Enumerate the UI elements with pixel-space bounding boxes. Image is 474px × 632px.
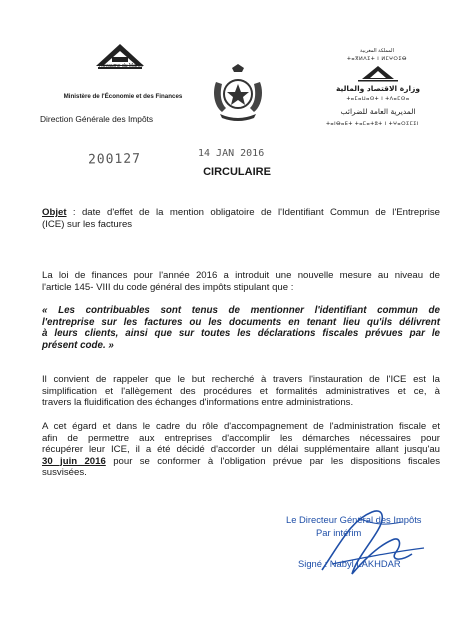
- quote-line-1: « Les contribuables sont tenus de mentionner l'identifiant commun de: [42, 305, 440, 316]
- paragraph-3-line-4: pour se conformer à l'obligation prévue par les dispositions fiscales: [113, 455, 440, 467]
- ministry-name-ar: وزارة الاقتصاد والمالية: [335, 84, 421, 93]
- quote-line-3: à leurs clients, ainsi que sur toutes les déclarations fiscales prévues par le: [42, 328, 440, 339]
- paragraph-1-line-2: l'article 145- VIII du code général des impôts stipulant que :: [42, 281, 294, 293]
- handwritten-signature: [312, 500, 432, 584]
- paragraph-3-line-1: A cet égard et dans le cadre du rôle d'accompagnement de l'administration fiscale et: [42, 421, 440, 432]
- document-title: CIRCULAIRE: [203, 166, 271, 178]
- ministry-logo-right: [348, 65, 408, 83]
- object-line-1: : date d'effet de la mention obligatoire de l'Identifiant Commun de l'Entreprise: [72, 207, 440, 218]
- paragraph-finance-law: [42, 270, 440, 293]
- registration-number-stamp: 200127: [87, 151, 142, 168]
- signature-signed-by: Signé : Nabyl LAKHDAR: [298, 558, 401, 569]
- kingdom-label-tifinagh: ⵜⴰⴳⵍⴷⵉⵜ ⵏ ⵍⵎⵖⵔⵉⴱ: [347, 56, 407, 62]
- paragraph-ice-purpose: [42, 374, 440, 409]
- royal-coat-of-arms-emblem: [208, 62, 268, 122]
- paragraph-deadline: [42, 421, 440, 479]
- date-stamp: 14 JAN 2016: [198, 148, 265, 159]
- ministry-name-tifinagh: ⵜⴰⵎⴰⵡⴰⵙⵜ ⵏ ⵜⴷⴰⵎⵙⴰ: [346, 96, 410, 102]
- deadline-date: 30 juin 2016: [42, 455, 106, 467]
- signature-interim: Par intérim: [316, 527, 362, 538]
- paragraph-3-line-2: afin de permettre aux entreprises d'accomplir les démarches nécessaires pour: [42, 432, 440, 444]
- paragraph-2-line-1: Il convient de rappeler que le but recherché à travers l'instauration de l'ICE est la: [42, 374, 440, 385]
- ministry-logo-left: [90, 40, 150, 84]
- direction-name-ar: المديرية العامة للضرائب: [340, 107, 416, 116]
- direction-name-left: Direction Générale des Impôts: [40, 114, 154, 124]
- paragraph-3-line-3: récupérer leur ICE, il a été décidé d'accorder un délai supplémentaire allant jusqu'au: [42, 444, 440, 455]
- kingdom-label-ar: المملكة المغربية: [360, 48, 394, 54]
- ministry-name-left: Ministère de l'Économie et des Finances: [63, 93, 183, 100]
- quote-line-4: présent code. »: [42, 339, 114, 351]
- signature-title: Le Directeur Général des Impôts: [286, 514, 422, 525]
- quote-line-2: l'entreprise sur les factures ou les documents en tenant lieu qu'ils délivrent: [42, 316, 440, 328]
- object-label: Objet: [42, 207, 67, 218]
- direction-name-tifinagh: ⵜⴰⵏⴱⴰⴹⵜ ⵜⴰⵎⴰⵜⵓⵜ ⵏ ⵜⵖⴰⵔⵉⵎⵉⵏ: [326, 121, 419, 127]
- object-section: [42, 207, 440, 230]
- kingdom-label-left: Royaume du Maroc: [99, 63, 143, 69]
- paragraph-3-line-5: susvisées.: [42, 467, 87, 478]
- paragraph-2-line-3: travers la fluidification des échanges d'informations entre administrations.: [42, 397, 354, 408]
- paragraph-1-line-1: La loi de finances pour l'année 2016 a introduit une nouvelle mesure au niveau de: [42, 270, 440, 281]
- article-quote: [42, 305, 440, 351]
- paragraph-2-line-2: simplification et l'allègement des procédures et formalités administratives et ce, à: [42, 385, 440, 397]
- object-line-2: (ICE) sur les factures: [42, 218, 133, 230]
